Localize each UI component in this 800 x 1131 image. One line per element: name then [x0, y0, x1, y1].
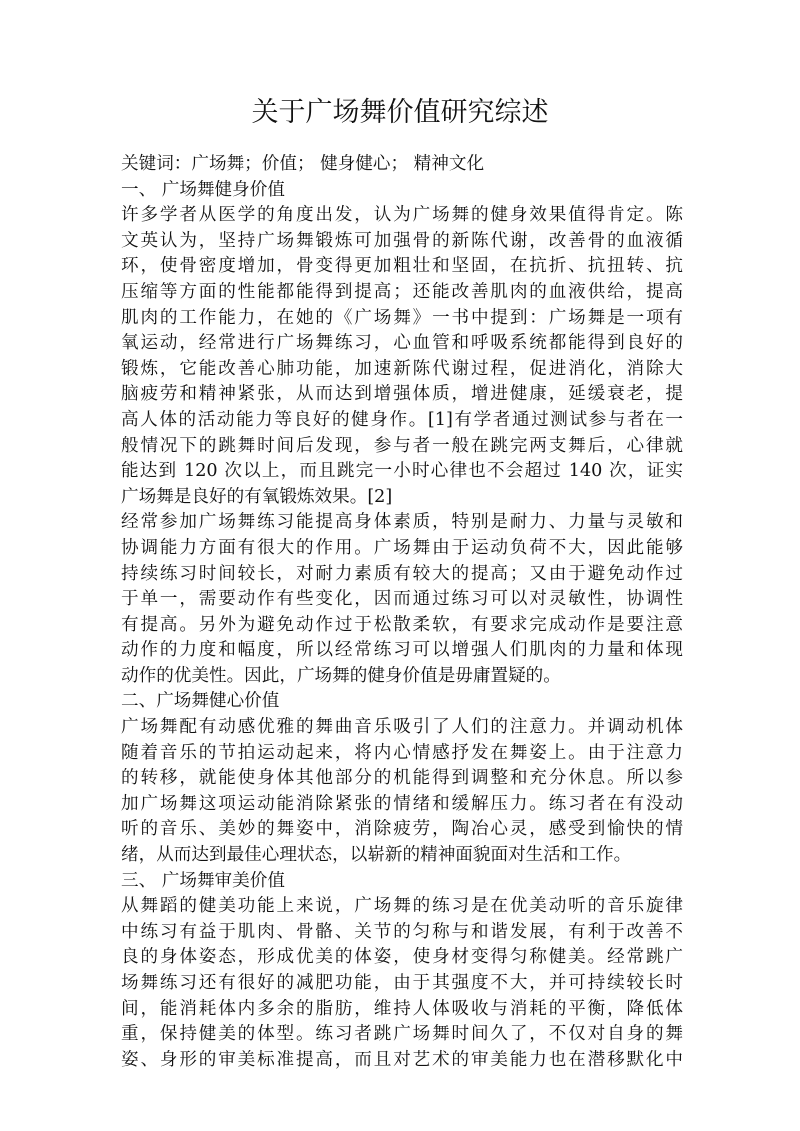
text-line: 氧运动，经常进行广场舞练习，心血管和呼吸系统都能得到良好的	[121, 333, 683, 354]
text-line: 姿、身形的审美标准提高，而且对艺术的审美能力也在潜移默化中	[121, 1049, 683, 1070]
document-title: 关于广场舞价值研究综述	[251, 97, 549, 128]
text-line: 脑疲劳和精神紧张，从而达到增强体质，增进健康，延缓衰老，提	[121, 384, 683, 405]
text-line: 环，使骨密度增加，骨变得更加粗壮和坚固，在抗折、抗扭转、抗	[121, 256, 683, 277]
text-line: 一、 广场舞健身价值	[121, 179, 285, 200]
text-line: 绪，从而达到最佳心理状态，以崭新的精神面貌面对生活和工作。	[121, 845, 632, 866]
text-line: 场舞练习还有很好的减肥功能，由于其强度不大，并可持续较长时	[121, 973, 683, 993]
text-line: 良的身体姿态，形成优美的体姿，使身材变得匀称健美。经常跳广	[121, 947, 683, 968]
text-line: 听的音乐、美妙的舞姿中，消除疲劳，陶冶心灵，感受到愉快的情	[121, 819, 683, 840]
text-line: 文英认为，坚持广场舞锻炼可加强骨的新陈代谢，改善骨的血液循	[121, 230, 683, 251]
text-line: 肌肉的工作能力，在她的《广场舞》一书中提到：广场舞是一项有	[121, 307, 683, 328]
document-body	[121, 152, 683, 1073]
text-line: 于单一，需要动作有些变化，因而通过练习可以对灵敏性，协调性	[121, 589, 683, 610]
text-line: 间，能消耗体内多余的脂肪，维持人体吸收与消耗的平衡，降低体	[121, 998, 683, 1019]
text-line: 重，保持健美的体型。练习者跳广场舞时间久了，不仅对自身的舞	[121, 1024, 683, 1045]
text-line: 般情况下的跳舞时间后发现，参与者一般在跳完两支舞后，心律就	[121, 435, 683, 456]
text-line: 三、 广场舞审美价值	[121, 870, 285, 891]
text-line: 的转移，就能使身体其他部分的机能得到调整和充分休息。所以参	[121, 768, 683, 789]
text-line: 经常参加广场舞练习能提高身体素质，特别是耐力、力量与灵敏和	[121, 512, 683, 533]
text-line: 许多学者从医学的角度出发，认为广场舞的健身效果值得肯定。陈	[121, 205, 683, 226]
text-line: 有提高。另外为避免动作过于松散柔软，有要求完成动作是要注意	[121, 614, 683, 635]
text-line: 中练习有益于肌肉、骨骼、关节的匀称与和谐发展，有利于改善不	[121, 921, 683, 942]
text-line: 从舞蹈的健美功能上来说，广场舞的练习是在优美动听的音乐旋律	[121, 896, 683, 917]
text-line: 能达到 120 次以上，而且跳完一小时心律也不会超过 140 次，证实	[121, 461, 683, 482]
text-line: 随着音乐的节拍运动起来，将内心情感抒发在舞姿上。由于注意力	[121, 742, 683, 763]
text-line: 动作的优美性。因此，广场舞的健身价值是毋庸置疑的。	[121, 665, 561, 686]
text-line: 持续练习时间较长，对耐力素质有较大的提高；又由于避免动作过	[121, 563, 683, 584]
text-line: 高人体的活动能力等良好的健身作。[1]有学者通过测试参与者在一	[121, 409, 683, 430]
text-line: 广场舞是良好的有氧锻炼效果。[2]	[121, 486, 393, 507]
text-line: 动作的力度和幅度，所以经常练习可以增强人们肌肉的力量和体现	[121, 640, 683, 661]
text-line: 协调能力方面有很大的作用。广场舞由于运动负荷不大，因此能够	[121, 537, 683, 558]
text-line: 二、广场舞健心价值	[121, 691, 280, 712]
text-line: 锻炼，它能改善心肺功能，加速新陈代谢过程，促进消化，消除大	[121, 358, 683, 379]
text-line: 关键词：广场舞；价值； 健身健心； 精神文化	[121, 154, 485, 174]
text-line: 广场舞配有动感优雅的舞曲音乐吸引了人们的注意力。并调动机体	[121, 717, 683, 738]
text-line: 加广场舞这项运动能消除紧张的情绪和缓解压力。练习者在有没动	[121, 793, 683, 814]
text-line: 压缩等方面的性能都能得到提高；还能改善肌肉的血液供给，提高	[121, 281, 683, 302]
